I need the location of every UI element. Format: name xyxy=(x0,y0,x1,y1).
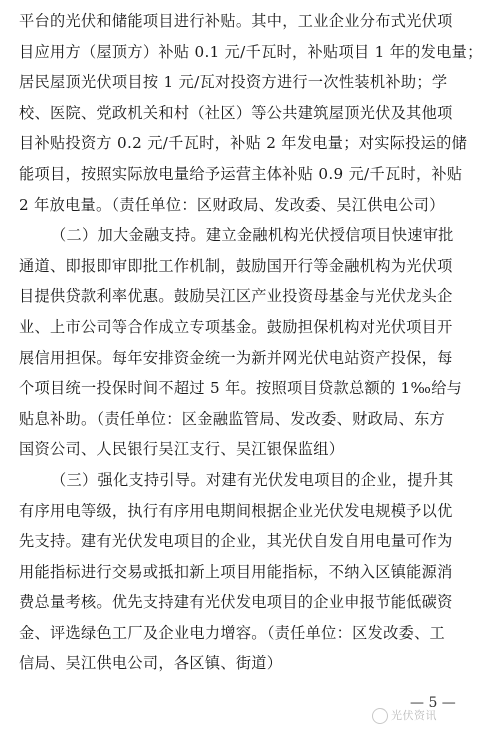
text-line: 2 年放电量。（责任单位：区财政局、发改委、吴江供电公司） xyxy=(19,195,445,214)
text-line: 费总量考核。优先支持建有光伏发电项目的企业申报节能低碳资 xyxy=(19,593,453,612)
text-line: 目提供贷款利率优惠。鼓励吴江区产业投资母基金与光伏龙头企 xyxy=(19,287,453,306)
page-number: — 5 — xyxy=(410,695,456,711)
watermark-logo-icon xyxy=(372,708,388,724)
text-line: 先支持。建有光伏发电项目的企业，其光伏自发自用电量可作为 xyxy=(19,532,453,551)
text-line: 平台的光伏和储能项目进行补贴。其中，工业企业分布式光伏项 xyxy=(19,12,453,30)
text-line: 展信用担保。每年安排资金统一为新并网光伏电站资产投保，每 xyxy=(19,348,453,367)
document-body xyxy=(19,6,485,679)
text-line: 国资公司、人民银行吴江支行、吴江银保监组） xyxy=(19,440,345,459)
text-line: 居民屋顶光伏项目按 1 元/瓦对投资方进行一次性装机补助；学 xyxy=(19,73,448,92)
watermark-text: 光伏资讯 xyxy=(391,709,437,722)
watermark xyxy=(372,707,437,724)
text-line: 通道、即报即审即批工作机制，鼓励国开行等金融机构为光伏项 xyxy=(19,256,453,275)
text-line: 校、医院、党政机关和村（社区）等公共建筑屋顶光伏及其他项 xyxy=(19,103,453,122)
text-line: 业、上市公司等合作成立专项基金。鼓励担保机构对光伏项目开 xyxy=(19,317,453,336)
page-footer xyxy=(360,693,490,727)
text-line: 用能指标进行交易或抵扣新上项目用能指标，不纳入区镇能源消 xyxy=(19,562,453,581)
text-line: 个项目统一投保时间不超过 5 年。按照项目贷款总额的 1‰给与 xyxy=(19,379,463,398)
text-line: 有序用电等级，执行有序用电期间根据企业光伏发电规模予以优 xyxy=(19,501,453,520)
section-heading-line: （二）加大金融支持。建立金融机构光伏授信项目快速审批 xyxy=(51,226,454,245)
text-line: 金、评选绿色工厂及企业电力增容。（责任单位：区发改委、工 xyxy=(19,623,446,642)
text-line: 贴息补助。（责任单位：区金融监管局、发改委、财政局、东方 xyxy=(19,409,446,428)
text-line: 目补贴投资方 0.2 元/千瓦时，补贴 2 年发电量；对实际投运的储 xyxy=(19,134,468,153)
text-line: 信局、吴江供电公司，各区镇、街道） xyxy=(19,654,283,673)
section-heading-line: （三）强化支持引导。对建有光伏发电项目的企业，提升其 xyxy=(51,470,454,489)
text-line: 目应用方（屋顶方）补贴 0.1 元/千瓦时，补贴项目 1 年的发电量； xyxy=(19,42,483,61)
text-line: 能项目，按照实际放电量给予运营主体补贴 0.9 元/千瓦时，补贴 xyxy=(19,164,463,183)
